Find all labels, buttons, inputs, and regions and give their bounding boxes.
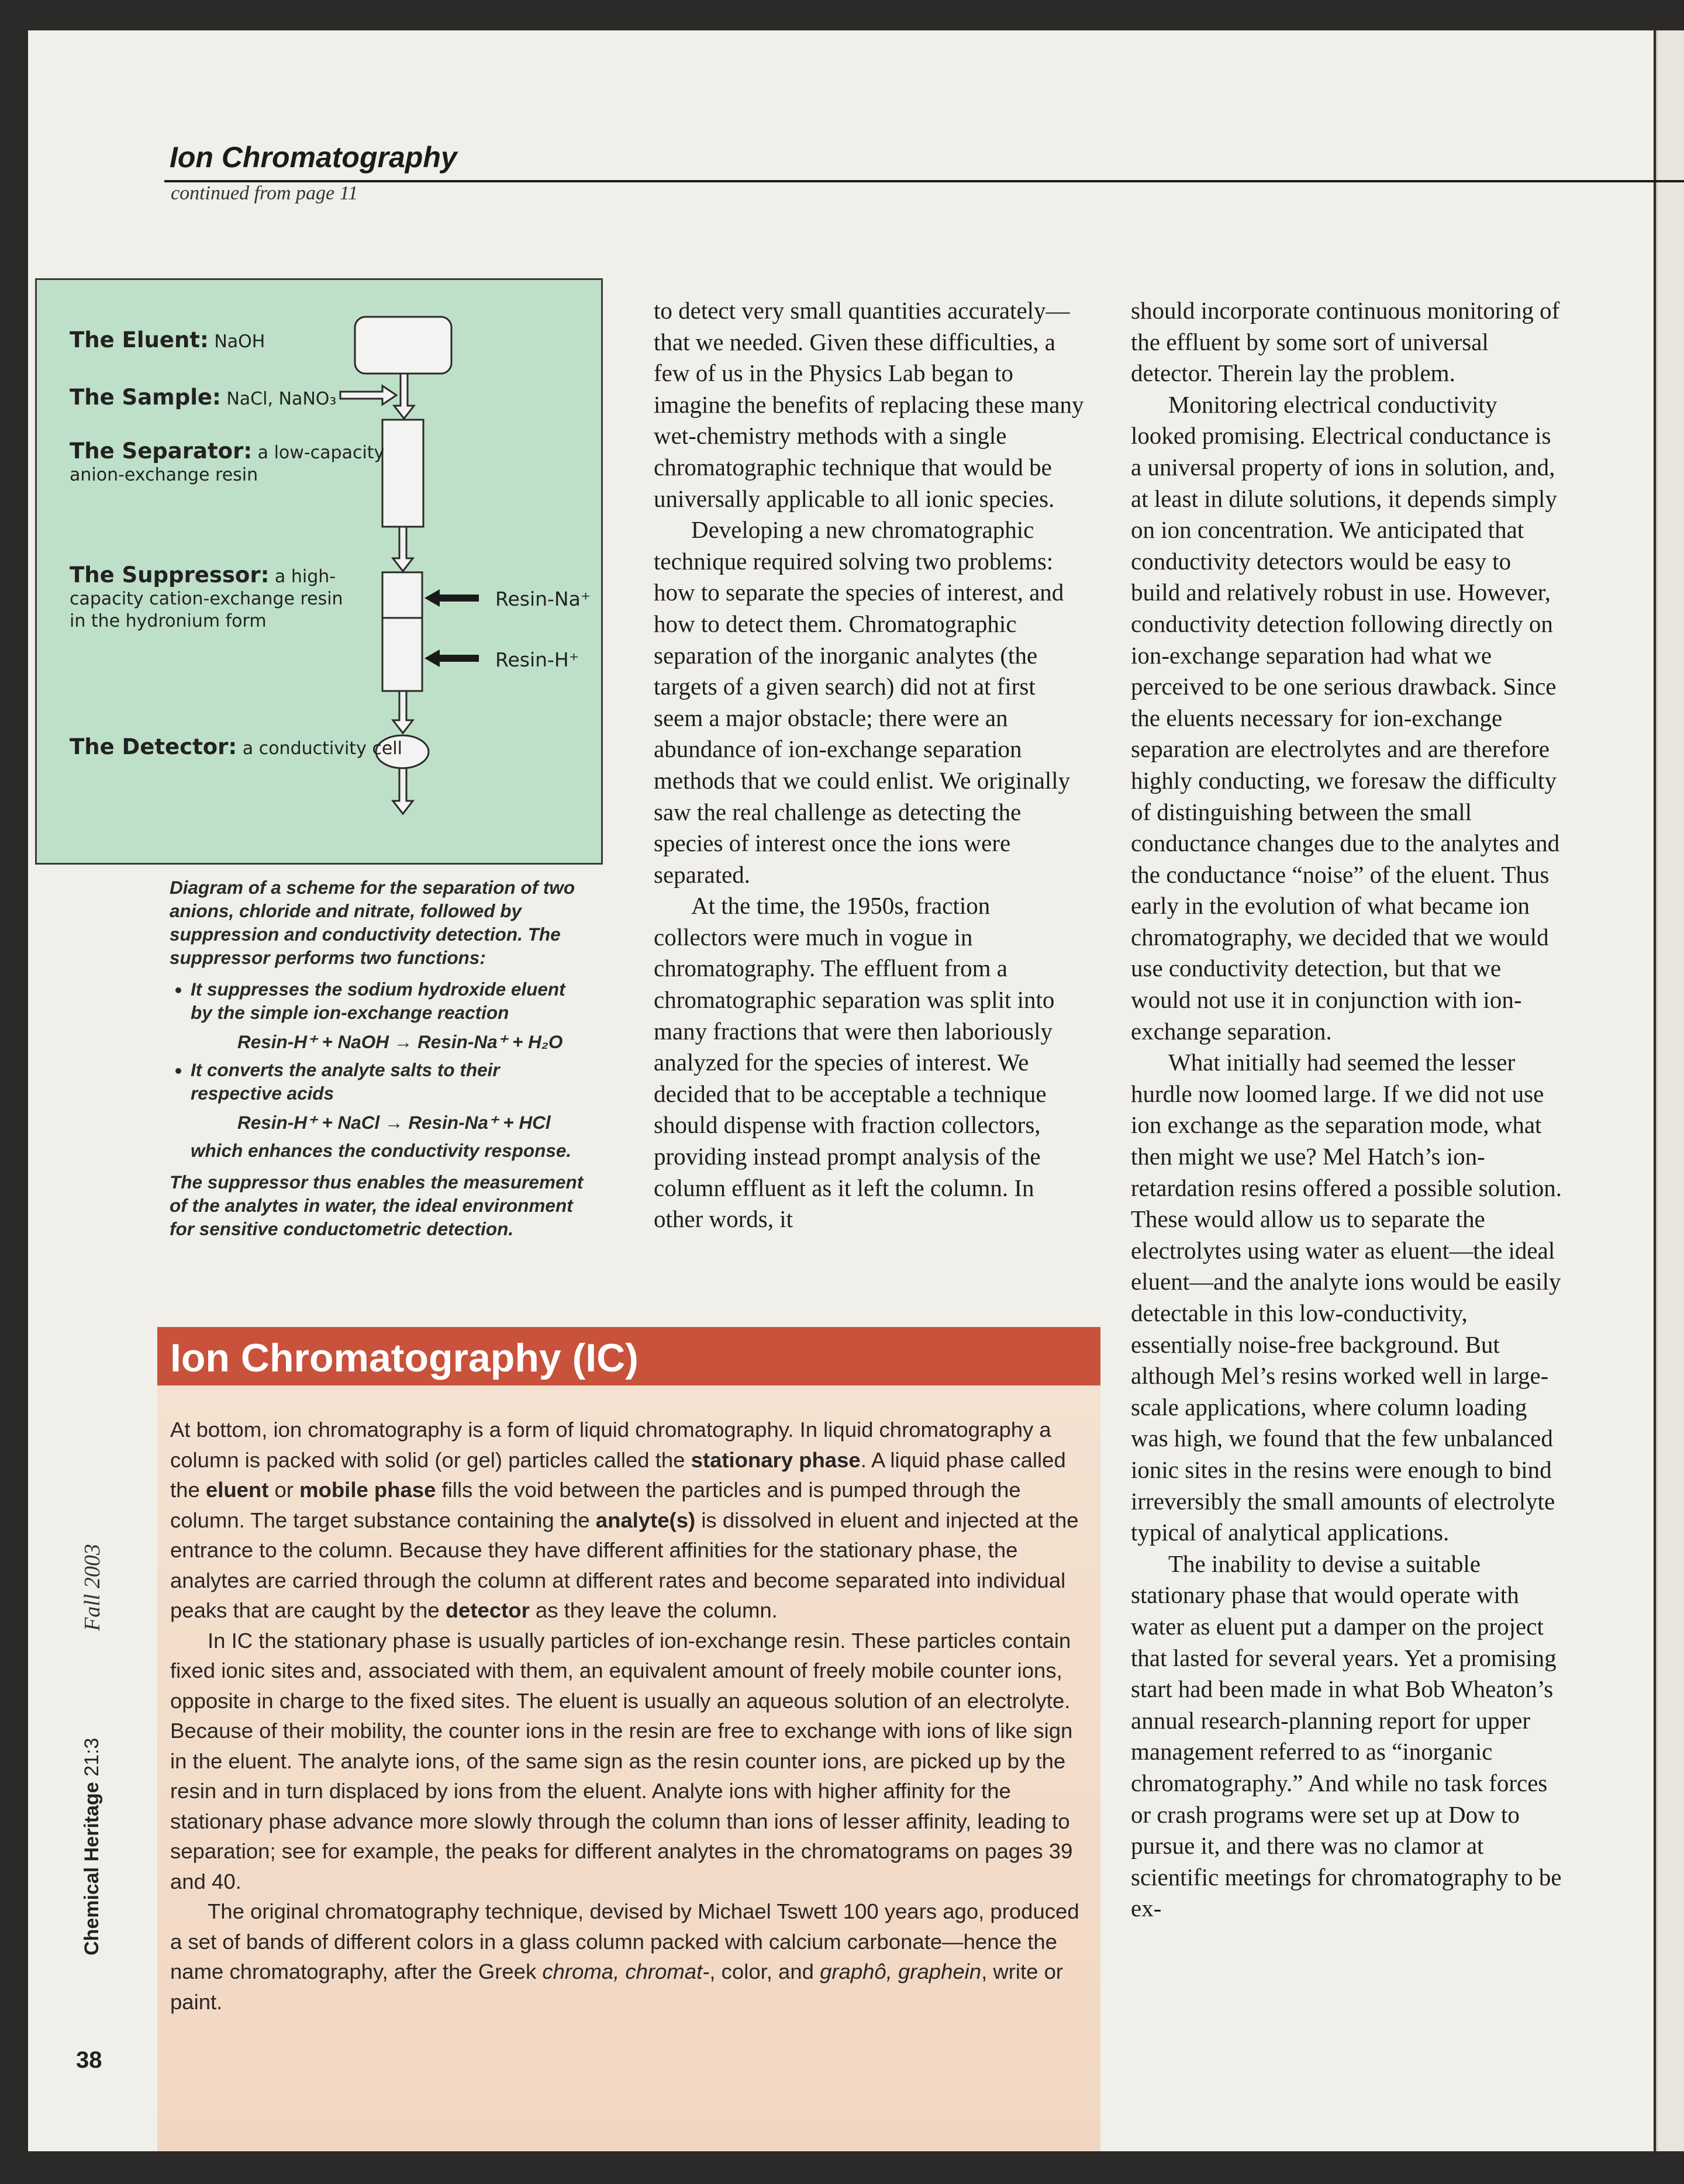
paragraph: At the time, the 1950s, fraction collectors were much in vogue in chromatography. The effluent from a chromatographic separation was split into many fractions that were then laboriously analyzed for the species of interest. We decided that to be acceptable a technique should dispense with fraction collectors, providing instead prompt analysis of the column effluent as it left the column. In other words, it — [654, 892, 1055, 1233]
term: analyte(s) — [595, 1508, 696, 1532]
sidebar-paragraph: In IC the stationary phase is usually particles of ion-exchange resin. These particles contain fixed ionic sites and, associated with them, an equivalent amount of freely mobile counter ions, opposite in charge to the fixed sites. The eluent is usually an aqueous solution of an electrolyte. Because of their mobility, the counter ions in the resin are free to exchange with ions of like sign in the eluent. The analyte ions, of the same sign as the resin counter ions, are picked up by the resin and in turn displaced by ions from the eluent. Analyte ions with higher affinity for the stationary phase advance more slowly through the column than ions of lesser affinity, leading to separation; see for example, the peaks for different analytes in the chromatograms on pages 39 and 40. — [170, 1628, 1073, 1893]
text: , write or paint. — [170, 1960, 1064, 2014]
ion-chromatography-diagram — [35, 278, 603, 865]
page-number: 38 — [76, 2047, 102, 2073]
suppressor-value-3: in the hydronium form — [70, 611, 267, 631]
caption-closing: The suppressor thus enables the measurement of the analytes in water, the ideal environment for sensitive conductometric detection. — [170, 1172, 584, 1239]
separator-row — [70, 440, 384, 486]
term: graphô, graphein — [820, 1960, 982, 1983]
running-head-title: Ion Chromatography — [170, 141, 457, 174]
ic-sidebar-box — [157, 1327, 1100, 2151]
term: stationary phase — [691, 1447, 861, 1472]
separator-value: a low-capacity — [257, 443, 385, 463]
eluent-reservoir — [355, 317, 451, 374]
eluent-value: NaOH — [214, 331, 265, 352]
paragraph: Developing a new chromatographic technique required solving two problems: how to separate the species of interest, and how to detect them. Chromatographic separation of the inorganic analytes (the targets of a given search) did not at first seem a major obstacle; there were an abundance of ion-exchange separation methods that we could enlist. We originally saw the real challenge as detecting the species of interest once the ions were separated. — [654, 516, 1071, 888]
detector-row — [70, 736, 402, 760]
article-column-2 — [654, 295, 1086, 1235]
resin-h-label: Resin-H⁺ — [495, 648, 579, 671]
text: is dissolved in eluent and injected at the entrance to the column. Because they have different affinities for the stationary phase, the analytes are carried through the column at different rates and become separated into individual peaks that are caught by the — [170, 1508, 1079, 1622]
sidebar-header-bar — [157, 1327, 1100, 1385]
article-column-3 — [1131, 295, 1564, 1924]
caption-bullet-text: It suppresses the sodium hydroxide eluent by the simple ion-exchange reaction — [191, 979, 565, 1023]
suppressor-value: a high- — [274, 566, 336, 587]
issue-season: Fall 2003 — [80, 1544, 105, 1631]
text: as they leave the column. — [529, 1598, 778, 1622]
resin-na-arrow — [425, 589, 479, 607]
term: mobile phase — [299, 1478, 436, 1502]
continued-note: continued from page 11 — [171, 182, 358, 204]
text: At bottom, ion chromatography is a form of liquid chromatography. In liquid chromatography a column is packed with solid (or gel) particles called the — [170, 1418, 1051, 1472]
suppressor-value-2: capacity cation-exchange resin — [70, 589, 343, 609]
sample-row — [70, 386, 336, 410]
separator-value-2: anion-exchange resin — [70, 465, 258, 485]
paragraph: Monitoring electrical conductivity looked promising. Electrical conductance is a universal property of ions in solution, and, at least in dilute solutions, it depends simply on ion concentration. We anticipated that conductivity detectors would be easy to build and relatively robust in use. However, conductivity detection following directly on ion-exchange separation had what we perceived to be one serious drawback. Since the eluents necessary for ion-exchange separation are electrolytes and are therefore highly conducting, we foresaw the difficulty of distinguishing between the small conductance changes due to the analytes and the conductance “noise” of the eluent. Thus early in the evolution of what became ion chromatography, we decided that we would use conductivity detection, but that we would not use it in conjunction with ion-exchange separation. — [1131, 391, 1560, 1045]
sample-label: The Sample: — [70, 385, 221, 410]
caption-list — [170, 977, 591, 1134]
term: chroma, chromat- — [542, 1960, 710, 1983]
text: or — [268, 1478, 300, 1502]
sidebar-paragraph — [170, 1896, 1088, 2017]
text: , color, and — [709, 1960, 820, 1983]
term: eluent — [205, 1478, 269, 1502]
equation: Resin-H⁺ + NaCl → Resin-Na⁺ + HCl — [237, 1112, 551, 1133]
text: The original chromatography technique, devised by Michael Tswett 100 years ago, produced a set of bands of different colors in a glass column packed with calcium carbonate—hence the name chromatography, after the Greek — [170, 1899, 1079, 1983]
caption-bullet — [191, 977, 591, 1053]
paragraph: The inability to devise a suitable stationary phase that would operate with water as eluent put a damper on the project that lasted for several years. Yet a promising start had been made in what Bob Wheaton’s annual research-planning report for upper management referred to as “inorganic chromatography.” And while no task forces or crash programs were set up at Dow to pursue it, and there was no clamor at scientific meetings for chromatography to be ex- — [1131, 1550, 1562, 1922]
text: fills the void between the particles and is pumped through the column. The target substance containing the — [170, 1478, 1021, 1532]
text: . A liquid phase called the — [170, 1447, 1066, 1502]
suppressor-column — [382, 572, 422, 691]
flow-arrow-4 — [393, 768, 413, 814]
sidebar-title: Ion Chromatography (IC) — [170, 1336, 639, 1380]
journal-title: Chemical Heritage — [81, 1782, 103, 1955]
term: detector — [445, 1598, 530, 1622]
separator-column — [382, 420, 423, 527]
detector-label: The Detector: — [70, 734, 237, 759]
journal-issue: 21:3 — [81, 1737, 103, 1777]
paragraph: What initially had seemed the lesser hurdle now loomed large. If we did not use ion exchange as the separation mode, what then might we use? Mel Hatch’s ion-retardation resins offered a possible solution. These would allow us to separate the electrolytes using water as eluent—the ideal eluent—and the analyte ions would be easily detectable in this low-conductivity, essentially noise-free background. But although Mel’s resins worked well in large-scale applications, where column loading was high, we found that the few unbalanced ionic sites in the resins were enough to bind irreversibly the small amounts of electrolyte typical of analytical applications. — [1131, 1049, 1562, 1546]
diagram-caption — [170, 876, 591, 1249]
equation: Resin-H⁺ + NaOH → Resin-Na⁺ + H₂O — [237, 1031, 563, 1052]
suppressor-row — [70, 564, 343, 633]
adjacent-page-edge — [1656, 30, 1684, 2151]
caption-after: which enhances the conductivity response. — [191, 1140, 572, 1161]
flow-arrow-3 — [393, 691, 413, 733]
paragraph: should incorporate continuous monitoring of the effluent by some sort of universal detector. Therein lay the problem. — [1131, 297, 1560, 387]
flow-arrow-2 — [393, 527, 413, 571]
sample-injection-arrow — [340, 386, 396, 405]
flow-arrow-1 — [394, 374, 414, 419]
journal-name — [81, 1738, 103, 1955]
resin-na-label: Resin-Na⁺ — [495, 588, 591, 610]
header-rule — [164, 180, 1684, 182]
paragraph: to detect very small quantities accurately—that we needed. Given these difficulties, a few of us in the Physics Lab began to imagine the benefits of replacing these many wet-chemistry methods with a single chromatographic technique that would be universally applicable to all ionic species. — [654, 297, 1084, 512]
detector-value: a conductivity cell — [242, 738, 402, 759]
suppressor-label: The Suppressor: — [70, 562, 270, 588]
sidebar-paragraph — [170, 1415, 1088, 1626]
separator-label: The Separator: — [70, 438, 253, 464]
caption-bullet-text: It converts the analyte salts to their respective acids — [191, 1059, 500, 1104]
eluent-row — [70, 329, 265, 353]
caption-bullet — [191, 1058, 591, 1134]
eluent-label: The Eluent: — [70, 327, 209, 353]
caption-intro: Diagram of a scheme for the separation of two anions, chloride and nitrate, followed by suppression and conductivity detection. The suppressor performs two functions: — [170, 877, 575, 968]
resin-h-arrow — [425, 649, 479, 667]
sidebar-body — [170, 1415, 1088, 2017]
sample-value: NaCl, NaNO₃ — [226, 389, 337, 409]
